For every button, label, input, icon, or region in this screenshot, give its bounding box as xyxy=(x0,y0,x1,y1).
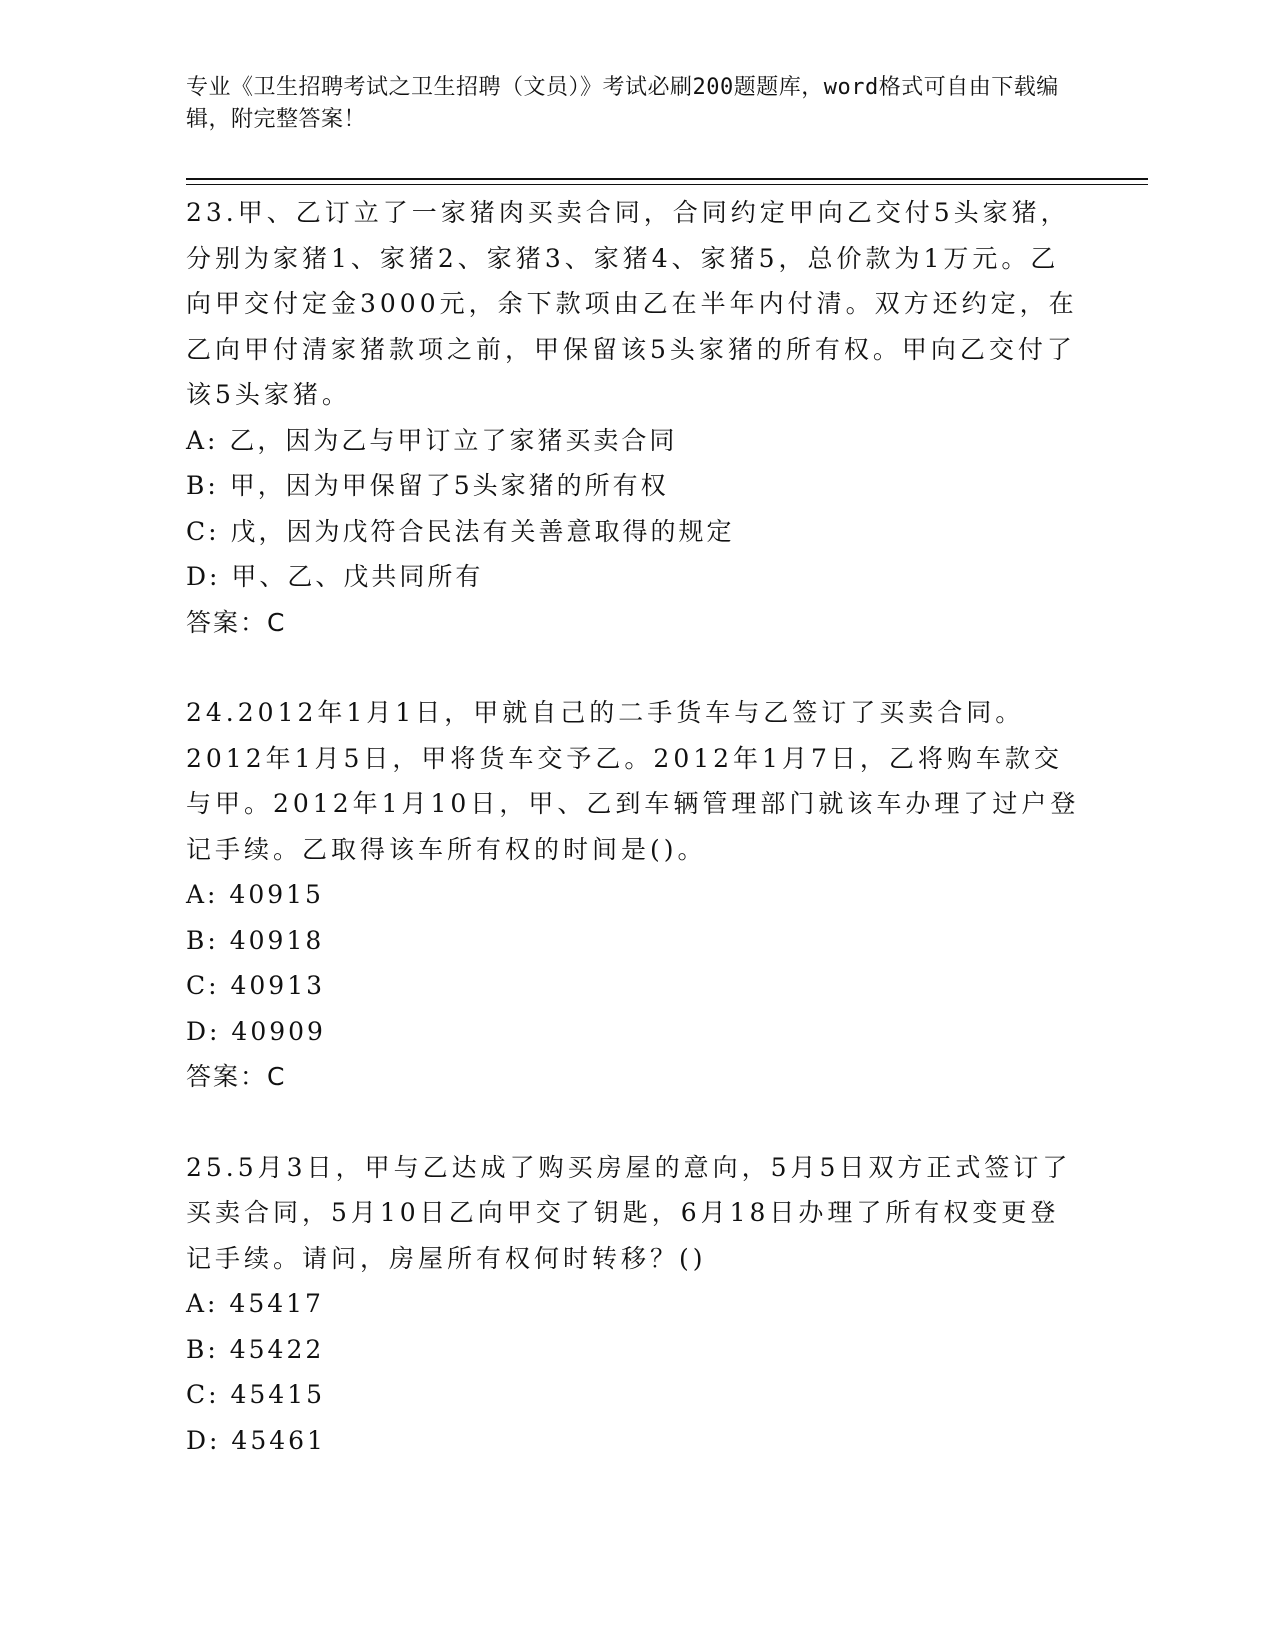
answer: 答案：C xyxy=(186,1062,287,1091)
option-c: C: 45415 xyxy=(186,1380,326,1409)
question-24 xyxy=(186,690,1086,1100)
question-text: 23.甲、乙订立了一家猪肉买卖合同，合同约定甲向乙交付5头家猪，分别为家猪1、家猪2、家猪3、家猪4、家猪5，总价款为1万元。乙向甲交付定金3000元，余下款项由乙在半年内付清。双方还约定，在乙向甲付清家猪款项之前，甲保留该5头家猪的所有权。甲向乙交付了该5头家猪。 xyxy=(186,198,1078,409)
option-a: A: 40915 xyxy=(186,880,324,909)
question-spacer xyxy=(186,1100,1086,1145)
document-header: 专业《卫生招聘考试之卫生招聘（文员）》考试必刷200题题库，word格式可自由下载编辑，附完整答案！ xyxy=(186,75,1059,132)
option-a: A: 乙，因为乙与甲订立了家猪买卖合同 xyxy=(186,425,678,455)
option-d: D: 45461 xyxy=(186,1425,326,1455)
answer: 答案：C xyxy=(186,607,287,637)
question-list xyxy=(186,190,1086,1463)
question-spacer xyxy=(186,645,1086,690)
question-text: 24.2012年1月1日，甲就自己的二手货车与乙签订了买卖合同。2012年1月5日，甲将货车交予乙。2012年1月7日，乙将购车款交与甲。2012年1月10日，甲、乙到车辆管理部门就该车办理了过户登记手续。乙取得该车所有权的时间是()。 xyxy=(186,698,1080,864)
option-d: D: 40909 xyxy=(186,1016,326,1046)
option-a: A: 45417 xyxy=(186,1289,324,1318)
option-d: D: 甲、乙、戊共同所有 xyxy=(186,562,484,591)
header-divider-thin xyxy=(186,184,1148,185)
option-b: B: 甲，因为甲保留了5头家猪的所有权 xyxy=(186,471,669,500)
header-divider-thick xyxy=(186,178,1148,180)
option-b: B: 40918 xyxy=(186,925,325,955)
question-text: 25.5月3日，甲与乙达成了购买房屋的意向，5月5日双方正式签订了买卖合同，5月10日乙向甲交了钥匙，6月18日办理了所有权变更登记手续。请问，房屋所有权何时转移？() xyxy=(186,1152,1072,1273)
question-25 xyxy=(186,1145,1086,1464)
question-23 xyxy=(186,190,1086,645)
option-c: C: 戊，因为戊符合民法有关善意取得的规定 xyxy=(186,516,735,546)
option-c: C: 40913 xyxy=(186,971,326,1000)
option-b: B: 45422 xyxy=(186,1334,325,1364)
